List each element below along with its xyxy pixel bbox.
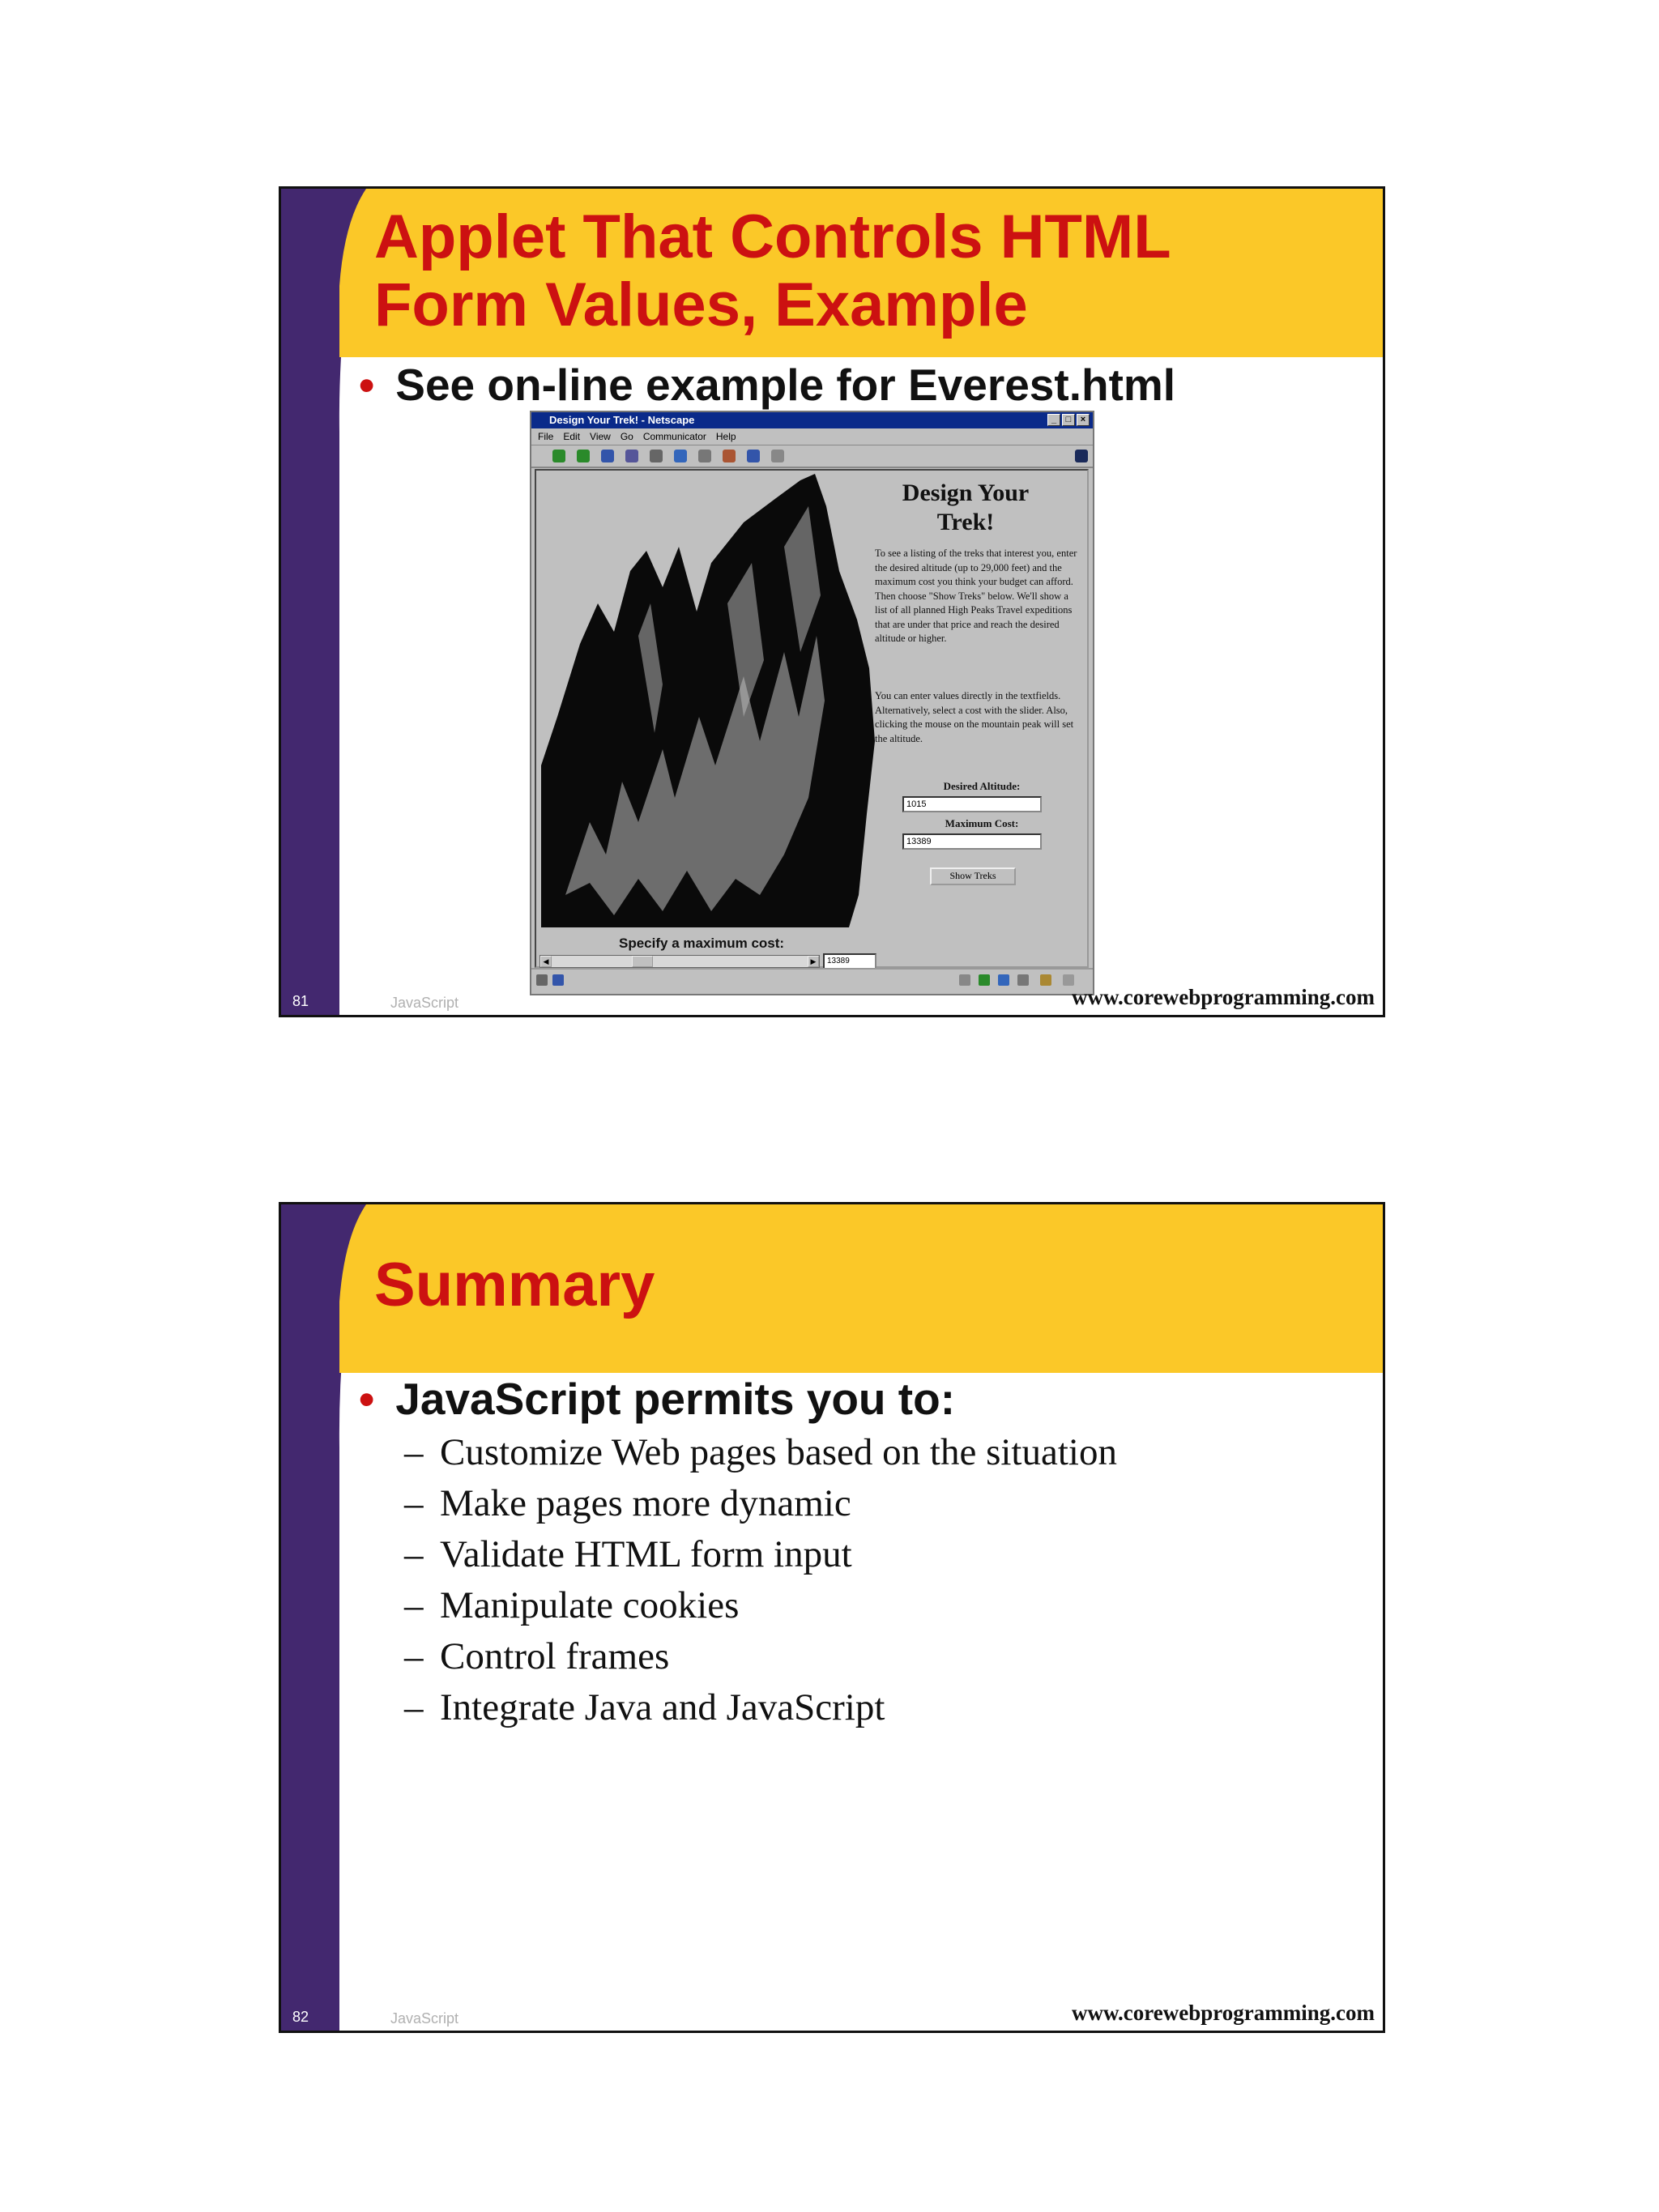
menu-view[interactable]: View — [590, 431, 611, 442]
slider-label: Specify a maximum cost: — [619, 936, 785, 951]
mountain-peak-icon[interactable] — [541, 474, 881, 927]
forward-icon[interactable] — [577, 450, 590, 462]
browser-window-title: Design Your Trek! - Netscape — [549, 414, 695, 426]
list-item-text: Customize Web pages based on the situation — [440, 1431, 1117, 1473]
stop-icon[interactable] — [771, 450, 784, 462]
menu-edit[interactable]: Edit — [563, 431, 581, 442]
cost-slider[interactable] — [539, 955, 820, 968]
status-mail-icon[interactable] — [979, 974, 990, 986]
minimize-icon[interactable]: _ — [1047, 414, 1060, 426]
maximize-icon[interactable]: □ — [1062, 414, 1075, 426]
slide-title-line-2: Form Values, Example — [374, 271, 1028, 339]
list-item — [404, 1631, 1117, 1682]
trek-heading-line-1: Design Your — [902, 479, 1030, 506]
menu-communicator[interactable]: Communicator — [642, 431, 706, 442]
show-treks-button[interactable]: Show Treks — [930, 867, 1016, 885]
print-icon[interactable] — [698, 450, 711, 462]
home-icon[interactable] — [625, 450, 638, 462]
altitude-label: Desired Altitude: — [943, 780, 1021, 792]
footer-url: www.corewebprogramming.com — [1072, 2001, 1375, 2025]
slide-section: JavaScript — [390, 995, 459, 1011]
bullet-text: JavaScript permits you to: — [395, 1374, 956, 1424]
list-item — [404, 1478, 1117, 1529]
browser-menubar — [531, 428, 1093, 445]
dash-marker: – — [404, 1533, 424, 1575]
status-composer-icon[interactable] — [1017, 974, 1029, 986]
footer-url: www.corewebprogramming.com — [1072, 985, 1375, 1009]
list-item-text: Make pages more dynamic — [440, 1482, 851, 1524]
netscape-logo-icon — [1075, 450, 1088, 462]
dash-marker: – — [404, 1686, 424, 1728]
status-connection-icon — [552, 974, 564, 986]
reload-icon[interactable] — [601, 450, 614, 462]
browser-screenshot — [530, 411, 1094, 995]
slide-number: 82 — [292, 2009, 309, 2025]
shop-icon[interactable] — [747, 450, 760, 462]
dash-marker: – — [404, 1431, 424, 1473]
dash-marker: – — [404, 1482, 424, 1524]
list-item-text: Integrate Java and JavaScript — [440, 1686, 885, 1728]
list-item — [404, 1427, 1117, 1478]
browser-titlebar — [531, 412, 1093, 428]
list-item — [404, 1529, 1117, 1580]
summary-list — [404, 1427, 1117, 1733]
search-icon[interactable] — [650, 450, 663, 462]
list-item — [404, 1580, 1117, 1631]
close-icon[interactable]: × — [1077, 414, 1090, 426]
browser-toolbar — [531, 445, 1093, 468]
trek-heading — [885, 479, 1047, 537]
altitude-input[interactable]: 1015 — [902, 796, 1042, 812]
trek-instructions: To see a listing of the treks that interest you, enter the desired altitude (up to 29,000 feet) and the maximum cost you think your budget can afford. Then choose "Show Treks" below. We'll show a list of all planned High Peaks Travel expeditions that are under that price and reach the desired altitude or higher. — [875, 548, 1077, 644]
slide-number: 81 — [292, 993, 309, 1009]
trek-heading-line-2: Trek! — [936, 509, 995, 535]
slide-section: JavaScript — [390, 2010, 459, 2027]
list-item — [404, 1682, 1117, 1733]
slide-title-line-1: Summary — [374, 1251, 655, 1319]
browser-content — [535, 469, 1089, 968]
back-icon[interactable] — [552, 450, 565, 462]
status-component-icon[interactable] — [959, 974, 970, 986]
dash-marker: – — [404, 1635, 424, 1677]
status-lock-icon — [536, 974, 548, 986]
slider-thumb[interactable] — [632, 956, 653, 967]
bullet-text: See on-line example for Everest.html — [395, 360, 1176, 410]
status-edit-icon[interactable] — [1040, 974, 1051, 986]
slider-right-arrow-icon[interactable]: ▶ — [808, 956, 819, 967]
status-discussion-icon[interactable] — [998, 974, 1009, 986]
cost-label: Maximum Cost: — [945, 817, 1019, 829]
slide-81 — [279, 186, 1385, 1017]
cost-input[interactable]: 13389 — [902, 833, 1042, 850]
slide-title — [374, 203, 1171, 339]
trek-slider-instructions: You can enter values directly in the textfields. Alternatively, select a cost with the slider. Also, clicking the mouse on the mountain peak will set the altitude. — [875, 690, 1074, 744]
slider-left-arrow-icon[interactable]: ◀ — [540, 956, 552, 967]
menu-file[interactable]: File — [538, 431, 554, 442]
bullet-item — [359, 359, 1175, 411]
list-item-text: Control frames — [440, 1635, 670, 1677]
slider-value-field[interactable]: 13389 — [823, 953, 876, 970]
slide-82 — [279, 1202, 1385, 2033]
slide-title-line-1: Applet That Controls HTML — [374, 202, 1171, 271]
slide-title — [374, 1251, 655, 1319]
menu-go[interactable]: Go — [620, 431, 633, 442]
dash-marker: – — [404, 1584, 424, 1626]
list-item-text: Manipulate cookies — [440, 1584, 740, 1626]
guide-icon[interactable] — [674, 450, 687, 462]
bullet-item — [359, 1373, 955, 1425]
menu-help[interactable]: Help — [715, 431, 736, 442]
list-item-text: Validate HTML form input — [440, 1533, 852, 1575]
browser-statusbar — [531, 968, 1093, 994]
bullet-dot: • — [359, 360, 375, 410]
security-icon[interactable] — [723, 450, 736, 462]
bullet-dot: • — [359, 1374, 375, 1424]
status-resize-icon[interactable] — [1063, 974, 1074, 986]
